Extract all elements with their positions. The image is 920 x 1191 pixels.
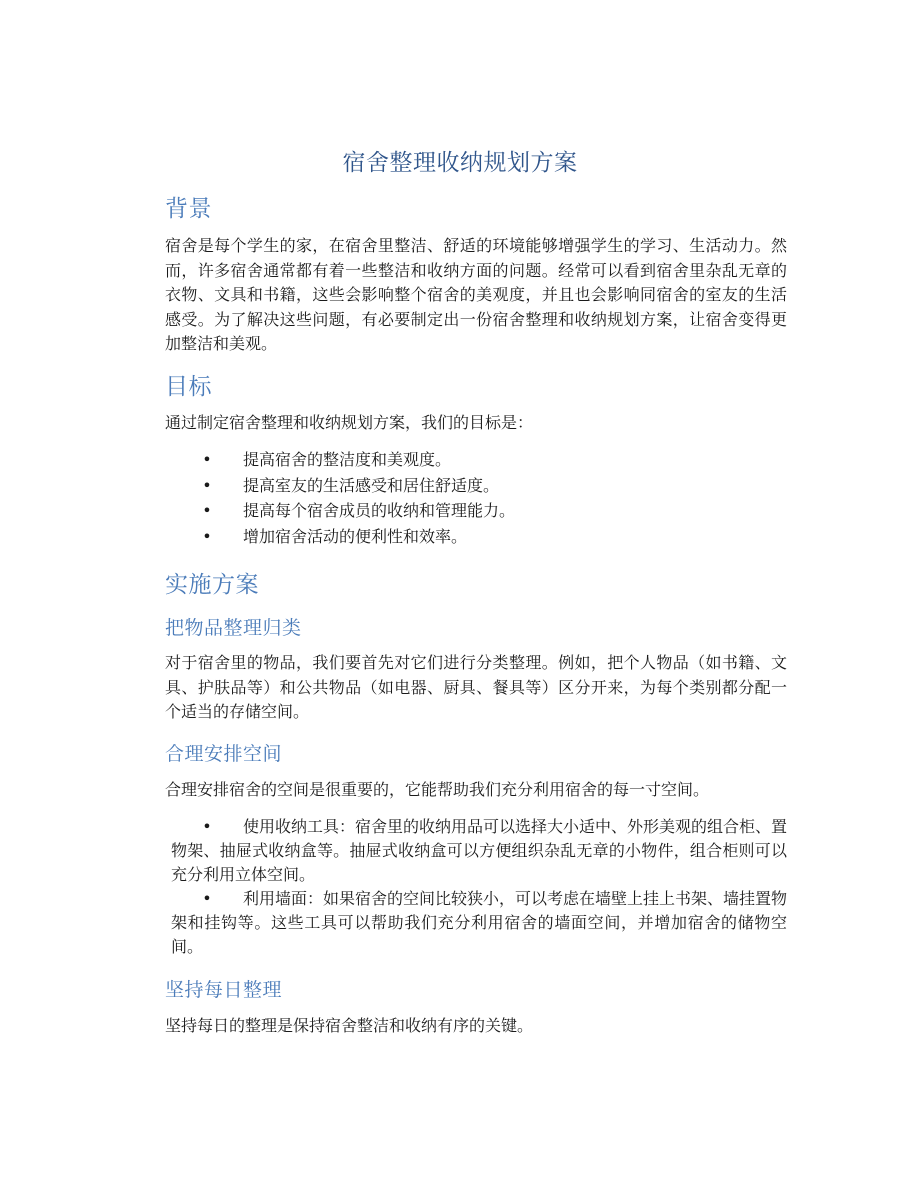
list-item: • 提高室友的生活感受和居住舒适度。 xyxy=(165,473,787,499)
bullet-icon: • xyxy=(202,450,212,469)
document-title: 宿舍整理收纳规划方案 xyxy=(342,150,578,176)
subheading-space: 合理安排空间 xyxy=(165,743,283,765)
list-item: • 提高每个宿舍成员的收纳和管理能力。 xyxy=(165,498,787,524)
daily-intro: 坚持每日的整理是保持宿舍整洁和收纳有序的关键。 xyxy=(165,1016,534,1035)
bullet-icon: • xyxy=(202,501,212,520)
list-item: • 利用墙面：如果宿舍的空间比较狭小，可以考虑在墙壁上挂上书架、墙挂置物架和挂钩等。这些工具可以帮助我们充分利用宿舍的墙面空间，并增加宿舍的储物空间。 xyxy=(171,889,788,956)
goals-list xyxy=(165,447,787,549)
background-text: 宿舍是每个学生的家，在宿舍里整洁、舒适的环境能够增强学生的学习、生活动力。然而，许多宿舍通常都有着一些整洁和收纳方面的问题。经常可以看到宿舍里杂乱无章的衣物、文具和书籍，这些会影响整个宿舍的美观度，并且也会影响同宿舍的室友的生活感受。为了解决这些问题，有必要制定出一份宿舍整理和收纳规划方案，让宿舍变得更加整洁和美观。 xyxy=(165,236,787,353)
bullet-icon: • xyxy=(202,475,212,495)
categorize-paragraph: 对于宿舍里的物品，我们要首先对它们进行分类整理。例如，把个人物品（如书籍、文具、护肤品等）和公共物品（如电器、厨具、餐具等）区分开来，为每个类别都分配一个适当的存储空间。 xyxy=(165,653,787,721)
subheading-categorize: 把物品整理归类 xyxy=(165,617,302,639)
bullet-icon: • xyxy=(202,526,212,546)
heading-implementation: 实施方案 xyxy=(165,572,259,598)
space-intro: 合理安排宿舍的空间是很重要的，它能帮助我们充分利用宿舍的每一寸空间。 xyxy=(165,780,710,799)
list-item: • 增加宿舍活动的便利性和效率。 xyxy=(165,524,787,550)
list-item: • 提高宿舍的整洁度和美观度。 xyxy=(165,447,787,473)
heading-goals: 目标 xyxy=(165,374,212,400)
bullet-icon: • xyxy=(202,817,212,836)
heading-background: 背景 xyxy=(165,196,212,222)
subheading-daily: 坚持每日整理 xyxy=(165,979,283,1001)
list-item: • 使用收纳工具：宿舍里的收纳用品可以选择大小适中、外形美观的组合柜、置物架、抽屉式收纳盒等。抽屉式收纳盒可以方便组织杂乱无章的小物件，组合柜则可以充分利用立体空间。 xyxy=(171,817,788,884)
goals-intro: 通过制定宿舍整理和收纳规划方案，我们的目标是： xyxy=(165,413,534,432)
background-paragraph xyxy=(165,234,787,357)
bullet-icon: • xyxy=(202,889,212,908)
space-list xyxy=(165,815,787,959)
